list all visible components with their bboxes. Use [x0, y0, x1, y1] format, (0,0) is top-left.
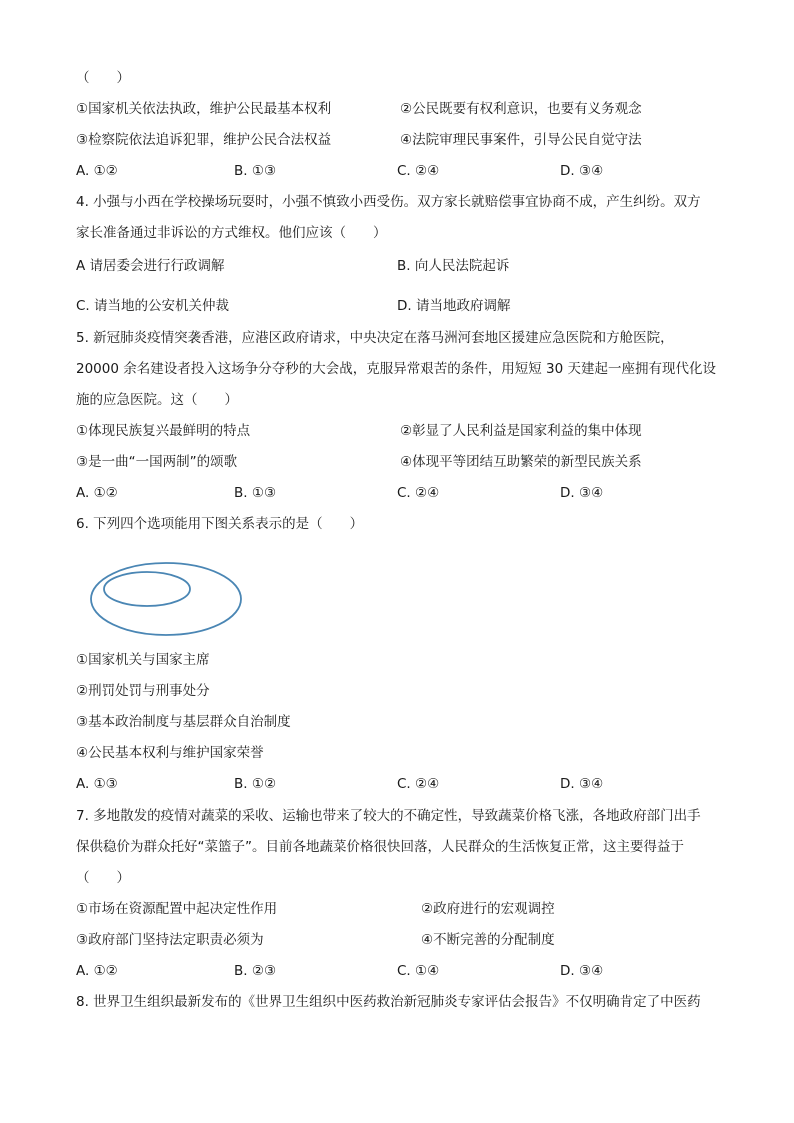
q4-option-b[interactable]: B. 向人民法院起诉: [397, 258, 510, 274]
q3-answer-bracket: （ ）: [76, 70, 130, 86]
q3-option-c[interactable]: C. ②④: [397, 163, 440, 179]
q3-statement-4: ④法院审理民事案件，引导公民自觉守法: [400, 132, 642, 148]
q3-option-a[interactable]: A. ①②: [76, 163, 118, 179]
q6-option-b[interactable]: B. ①②: [234, 776, 277, 792]
q8-stem-line-1: 8. 世界卫生组织最新发布的《世界卫生组织中医药救治新冠肺炎专家评估会报告》不仅明确肯定了中医药: [76, 994, 701, 1010]
q7-stem-line-2: 保供稳价为群众托好“菜篮子”。目前各地蔬菜价格很快回落，人民群众的生活恢复正常，这主要得益于: [76, 839, 684, 855]
q5-option-b[interactable]: B. ①③: [234, 485, 277, 501]
q4-stem-line-2: 家长准备通过非诉讼的方式维权。他们应该（ ）: [76, 225, 387, 241]
q7-stem-line-1: 7. 多地散发的疫情对蔬菜的采收、运输也带来了较大的不确定性，导致蔬菜价格飞涨，各地政府部门出手: [76, 808, 701, 824]
q6-statement-4: ④公民基本权利与维护国家荣誉: [76, 745, 264, 761]
q4-option-a[interactable]: A 请居委会进行行政调解: [76, 258, 225, 274]
nested-ellipses-diagram: [88, 560, 244, 638]
q7-option-c[interactable]: C. ①④: [397, 963, 440, 979]
q5-option-c[interactable]: C. ②④: [397, 485, 440, 501]
q7-statement-4: ④不断完善的分配制度: [421, 932, 555, 948]
q7-answer-bracket: （ ）: [76, 870, 130, 886]
q7-option-b[interactable]: B. ②③: [234, 963, 277, 979]
q5-stem-line-2: 20000 余名建设者投入这场争分夺秒的大会战，克服异常艰苦的条件，用短短 30 天建起一座拥有现代化设: [76, 361, 716, 377]
q5-statement-1: ①体现民族复兴最鲜明的特点: [76, 423, 251, 439]
q5-statement-3: ③是一曲“一国两制”的颂歌: [76, 454, 238, 470]
q5-statement-4: ④体现平等团结互助繁荣的新型民族关系: [400, 454, 642, 470]
q7-statement-2: ②政府进行的宏观调控: [421, 901, 555, 917]
q7-statement-1: ①市场在资源配置中起决定性作用: [76, 901, 278, 917]
q3-statement-1: ①国家机关依法执政，维护公民最基本权利: [76, 101, 332, 117]
q6-option-a[interactable]: A. ①③: [76, 776, 118, 792]
q3-option-b[interactable]: B. ①③: [234, 163, 277, 179]
q6-option-d[interactable]: D. ③④: [560, 776, 604, 792]
q6-statement-1: ①国家机关与国家主席: [76, 652, 210, 668]
q5-statement-2: ②彰显了人民利益是国家利益的集中体现: [400, 423, 642, 439]
q3-statement-2: ②公民既要有权利意识，也要有义务观念: [400, 101, 642, 117]
q6-option-c[interactable]: C. ②④: [397, 776, 440, 792]
q7-option-a[interactable]: A. ①②: [76, 963, 118, 979]
q5-stem-line-1: 5. 新冠肺炎疫情突袭香港，应港区政府请求，中央决定在落马洲河套地区援建应急医院和方舱医院，: [76, 330, 674, 346]
q7-statement-3: ③政府部门坚持法定职责必须为: [76, 932, 264, 948]
q5-option-d[interactable]: D. ③④: [560, 485, 604, 501]
q7-option-d[interactable]: D. ③④: [560, 963, 604, 979]
q6-statement-3: ③基本政治制度与基层群众自治制度: [76, 714, 291, 730]
q4-option-c[interactable]: C. 请当地的公安机关仲裁: [76, 298, 230, 314]
q4-option-d[interactable]: D. 请当地政府调解: [397, 298, 511, 314]
q5-stem-line-3: 施的应急医院。这（ ）: [76, 392, 238, 408]
q3-statement-3: ③检察院依法追诉犯罪，维护公民合法权益: [76, 132, 332, 148]
inner-ellipse: [104, 572, 190, 606]
q6-stem: 6. 下列四个选项能用下图关系表示的是（ ）: [76, 516, 364, 532]
q6-statement-2: ②刑罚处罚与刑事处分: [76, 683, 210, 699]
q5-option-a[interactable]: A. ①②: [76, 485, 118, 501]
q3-option-d[interactable]: D. ③④: [560, 163, 604, 179]
q4-stem-line-1: 4. 小强与小西在学校操场玩耍时，小强不慎致小西受伤。双方家长就赔偿事宜协商不成，产生纠纷。双方: [76, 194, 701, 210]
